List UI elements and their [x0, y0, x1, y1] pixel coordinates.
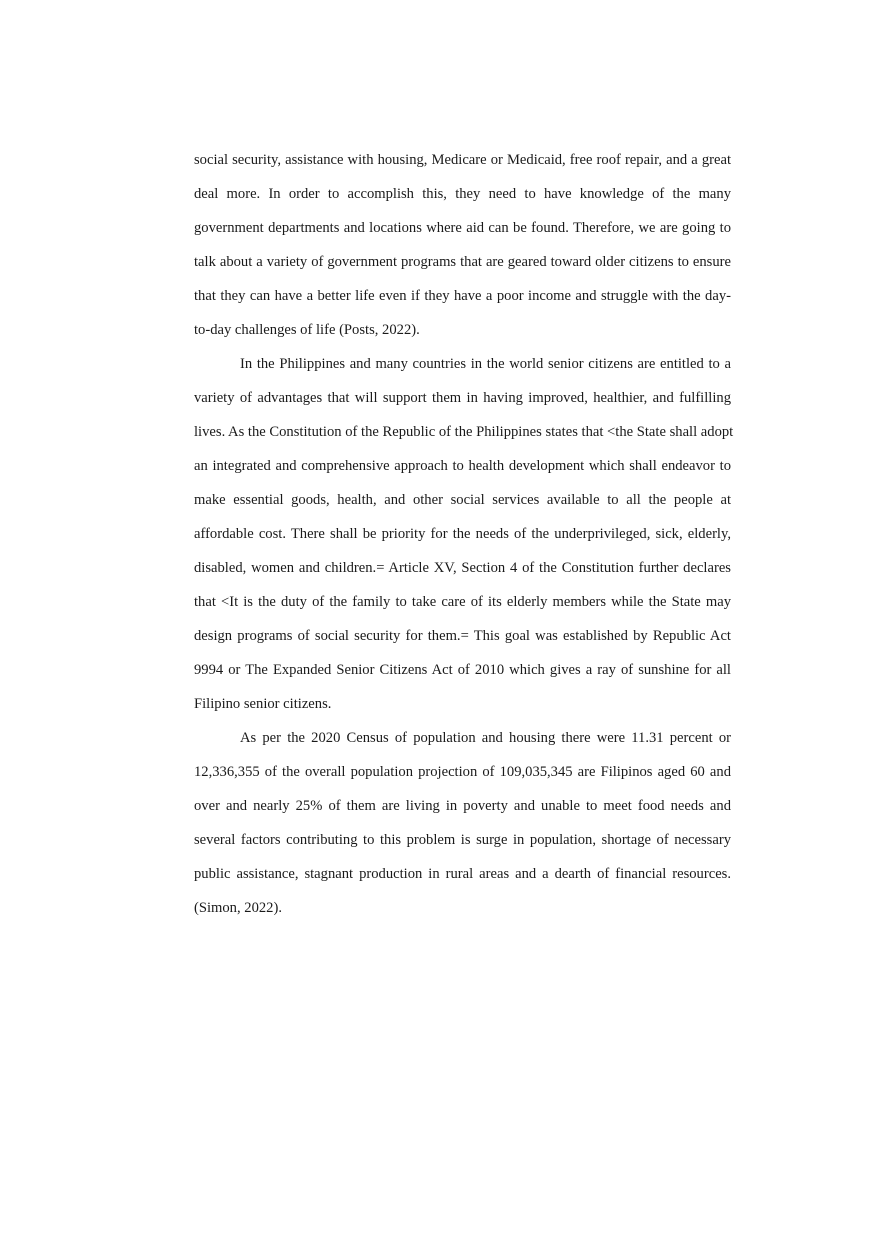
paragraph-1 [194, 143, 731, 347]
text-line: disabled, women and children.= Article XV, Section 4 of the Constitution further declares [194, 560, 731, 576]
text-line: lives. As the Constitution of the Republic of the Philippines states that <the State shall adopt [194, 424, 734, 440]
text-line: In the Philippines and many countries in the world senior citizens are entitled to a [240, 356, 731, 372]
text-line: (Simon, 2022). [194, 900, 282, 916]
paragraph-3 [194, 721, 731, 925]
text-line: government departments and locations where aid can be found. Therefore, we are going to [194, 220, 731, 236]
text-line: an integrated and comprehensive approach to health development which shall endeavor to [194, 458, 731, 474]
text-line: public assistance, stagnant production in rural areas and a dearth of financial resources. [194, 866, 731, 882]
text-line: several factors contributing to this problem is surge in population, shortage of necessary [194, 832, 731, 848]
text-line: deal more. In order to accomplish this, they need to have knowledge of the many [194, 186, 731, 202]
text-line: make essential goods, health, and other social services available to all the people at [194, 492, 731, 508]
text-line: 9994 or The Expanded Senior Citizens Act of 2010 which gives a ray of sunshine for all [194, 662, 731, 678]
text-line: affordable cost. There shall be priority for the needs of the underprivileged, sick, elderly, [194, 526, 731, 542]
text-line: that <It is the duty of the family to take care of its elderly members while the State may [194, 594, 731, 610]
text-line: talk about a variety of government programs that are geared toward older citizens to ensure [194, 254, 731, 270]
text-line: Filipino senior citizens. [194, 696, 332, 712]
text-line: over and nearly 25% of them are living in poverty and unable to meet food needs and [194, 798, 731, 814]
text-line: that they can have a better life even if they have a poor income and struggle with the day- [194, 288, 731, 304]
paragraph-2 [194, 347, 734, 721]
text-line: variety of advantages that will support them in having improved, healthier, and fulfilling [194, 390, 731, 406]
text-line: As per the 2020 Census of population and housing there were 11.31 percent or [240, 730, 731, 746]
text-line: 12,336,355 of the overall population projection of 109,035,345 are Filipinos aged 60 and [194, 764, 731, 780]
text-line: to-day challenges of life (Posts, 2022). [194, 322, 420, 338]
body-text [194, 143, 734, 925]
text-line: social security, assistance with housing, Medicare or Medicaid, free roof repair, and a great [194, 152, 731, 168]
text-line: design programs of social security for them.= This goal was established by Republic Act [194, 628, 731, 644]
